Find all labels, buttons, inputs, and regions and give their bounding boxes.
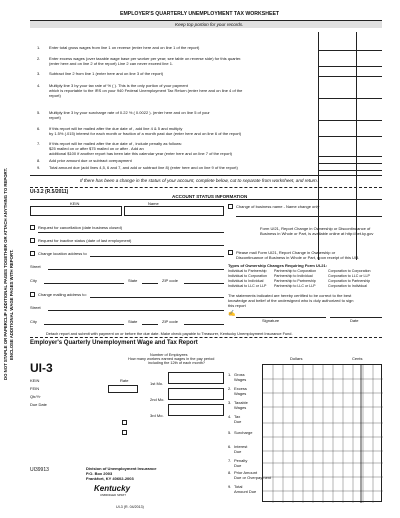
line-label: Surcharge [234, 430, 253, 435]
month-1-field[interactable] [168, 372, 224, 384]
item-text: Total amount due (add lines 4,5, 6 and 7, and add or subtract line 8) (enter here and on line 9 of the report) [49, 165, 238, 170]
ownership-cell: Individual to Corporation [228, 274, 267, 278]
ownership-cell: Individual to LLC or LLP [228, 284, 267, 288]
cancel-checkbox[interactable] [30, 225, 35, 230]
item-num: 2. [37, 56, 41, 61]
rate-field[interactable] [108, 385, 138, 393]
item-num: 9. [37, 165, 41, 170]
location-label: Change location address to [38, 251, 87, 256]
pen-icon: ✍ [228, 311, 236, 317]
due-date-label: Due Date [30, 402, 47, 407]
item-text: Enter total gross wages from line 1 on reverse (enter here and on line 1 of the report) [49, 45, 200, 50]
item-text: If this report will be mailed after the due date of , add line 4 & 5 and multiply [49, 126, 183, 131]
item-num: 6. [37, 126, 41, 131]
name-field[interactable] [124, 206, 224, 216]
location-field[interactable] [90, 256, 224, 257]
kein-label: KEIN [30, 378, 40, 383]
change-name-field[interactable] [236, 216, 382, 217]
item-text: by 1.5% (.015) interest for each month or fraction of a month past due (enter here and on line 6 of the report) [49, 131, 242, 136]
footer-id: UI-3 (R. 04/2013) [116, 505, 144, 509]
line-label: Wages [234, 377, 247, 382]
status-form-id: UI-3.2 (R.5/2011) [30, 189, 69, 195]
location-state-field[interactable] [142, 283, 158, 284]
line-label: Wages [234, 391, 247, 396]
item-4-amount[interactable] [318, 98, 382, 99]
side-instruction-line2: ENCLOSE ADDITIONAL WAGE PAGES WITH REPORT. [9, 249, 14, 360]
signature-field[interactable] [236, 317, 326, 318]
mailing-street-field[interactable] [48, 310, 224, 311]
line-label: Taxable [234, 400, 248, 405]
item-text: Subtract line 2 from line 1 (enter here and on line 3 of the report) [49, 71, 164, 76]
kein-label: KEIN [70, 201, 80, 206]
certify-text: The statements indicated are hereby certified to be correct to the best [228, 293, 352, 298]
item-6-amount[interactable] [318, 136, 382, 137]
barcode-number: UI39913 [30, 467, 49, 473]
item-text: $25 mailed on or after $75 mailed on or after . Add an [49, 146, 144, 151]
fein-label: FEIN [30, 386, 40, 391]
item-text: additional $100 if another report has been late this calendar year (enter here and on line 7 of the report) [49, 151, 233, 156]
mailing-state-label: State [128, 319, 138, 324]
employees-question2: including the 12th of each month? [148, 361, 205, 365]
ownership-cell: Individual to Partnership [228, 269, 267, 273]
item-1-amount[interactable] [318, 50, 382, 51]
month-2-label: 2nd Mo. [150, 397, 165, 402]
worksheet-title: EMPLOYER'S QUARTERLY UNEMPLOYMENT TAX WORKSHEET [120, 11, 280, 17]
item-text: Multiply line 3 by your surcharge rate of 0.22 % ( 0.0022 ). (enter here and on line 5 of your [49, 110, 210, 115]
ownership-header: Types of Ownership Changes Requiring Form UI-21: [228, 263, 328, 268]
item-8-amount[interactable] [318, 163, 382, 164]
status-header: ACCOUNT STATUS INFORMATION [172, 194, 248, 199]
please-mail-checkbox[interactable] [228, 250, 233, 255]
change-banner: If there has been a change in the status of your account, complete below, cut to separate from worksheet, and return. [80, 178, 318, 183]
line-num: 9. [228, 484, 232, 489]
ownership-cell: Corporation to Individual [328, 284, 367, 288]
zip-label: ZIP code [162, 278, 178, 283]
cut-line [30, 337, 382, 338]
state-label: State [128, 278, 138, 283]
dollars-label: Dollars [290, 356, 303, 361]
report-title: Employer's Quarterly Unemployment Wage and Tax Report [30, 340, 198, 346]
certify-text3: this report [228, 303, 246, 308]
inactive-checkbox[interactable] [30, 238, 35, 243]
item-num: 3. [37, 71, 41, 76]
line-label: Total [234, 484, 243, 489]
inactive-date-field[interactable] [38, 245, 224, 246]
city: Frankfort, KY 40602-2003 [86, 476, 134, 481]
line-num: 8. [228, 470, 232, 475]
mailing-zip-field[interactable] [184, 324, 224, 325]
line-num: 7. [228, 458, 232, 463]
location-zip-field[interactable] [184, 283, 224, 284]
change-name-checkbox[interactable] [228, 204, 233, 209]
item-num: 1. [37, 45, 41, 50]
line-label: Prior Amount [234, 470, 258, 475]
rate-label: Rate [120, 378, 129, 383]
item-text: (enter here and on line 2 of the report) Line 2 can never exceed line 1. [49, 61, 174, 66]
kentucky-logo: Kentucky [94, 484, 131, 493]
mailing-label: Change mailing address to: [38, 292, 87, 297]
change-name-label: Change of business name - Name change only [236, 204, 320, 209]
line-num: 2. [228, 386, 232, 391]
ownership-cell: Corporation to Corporation [328, 269, 371, 273]
mailing-state-field[interactable] [142, 324, 158, 325]
item-2-amount[interactable] [318, 66, 382, 67]
location-street-field[interactable] [48, 269, 224, 270]
location-city-field[interactable] [44, 283, 124, 284]
city-label: City [30, 278, 37, 283]
item-text: If this report will be mailed after the due date of , include penalty as follows: [49, 141, 182, 146]
ownership-cell: Partnership to Corporation [274, 269, 317, 273]
line-label: Tax [234, 414, 241, 419]
line-num: 3. [228, 400, 232, 405]
item-num: 4. [37, 83, 41, 88]
line-label: Due [234, 449, 242, 454]
date-label: Date [350, 318, 359, 323]
month-2-field[interactable] [168, 388, 224, 400]
item-text: report) [49, 93, 61, 98]
line-num: 1. [228, 372, 232, 377]
signature-label: Signature [262, 318, 280, 323]
month-3-field[interactable] [168, 404, 224, 416]
item-9-amount[interactable] [318, 170, 382, 171]
side-instruction-line1: DO NOT STAPLE OR PAPERCLIP ADDITIONAL PAGES TOGETHER OR ATTACH ANYTHING TO REPORT. [3, 168, 8, 380]
item-num: 5. [37, 110, 41, 115]
item-text: Enter excess wages (over taxable wage base per worker per year; see table on reverse side) for this quarter. [49, 56, 242, 61]
number-of-employees: Number of Employees [150, 353, 188, 357]
line-label: Due [234, 419, 242, 424]
line-label: Due [234, 463, 242, 468]
kein-field[interactable] [30, 206, 122, 216]
side-instructions [2, 168, 14, 380]
detach-text: Detach report and submit with payment on or before the due date. Make check payable to Treasurer, Kentucky Unemployment Insurance Fund. [46, 331, 293, 336]
agency: Division of Unemployment Insurance [86, 466, 157, 471]
status-header-line [30, 199, 382, 200]
inactive-label: Request for inactive status (date of last employment) [38, 238, 132, 243]
po-box: P.O. Box 2003 [86, 471, 113, 476]
cancel-date-field[interactable] [38, 232, 224, 233]
qtr-label: Qtr/Yr [30, 394, 41, 399]
mailing-street-label: Street [30, 305, 41, 310]
logo-subtitle: UNBRIDLED SPIRIT [100, 493, 126, 497]
item-7-amount[interactable] [318, 156, 382, 157]
line-num: 6. [228, 444, 232, 449]
ownership-cell: Individual to Individual [228, 279, 264, 283]
item-5-amount[interactable] [318, 120, 382, 121]
please-mail-text: Please mail Form UI21, Report Change in Ownership or [236, 250, 336, 255]
item-text: Multiply line 3 by your tax rate of % ( ). This is the only portion of your payment [49, 83, 188, 88]
line-num: 4. [228, 414, 232, 419]
divider [30, 175, 382, 176]
cancel-label: Request for cancellation (date business closed) [38, 225, 123, 230]
form-ui21-text: Form UI21, Report Change in Ownership or Discontinuance of [260, 226, 371, 231]
employees-question: How many workers earned wages in the pay period [128, 357, 215, 361]
location-checkbox[interactable] [30, 251, 35, 256]
form-ui21-text2: Business in Whole or Part, is available online at http://oet.ky.gov [260, 231, 374, 236]
line-label: Wages [234, 405, 247, 410]
line-label: Penalty [234, 458, 248, 463]
line-label: Interest [234, 444, 248, 449]
line-label: Excess [234, 386, 247, 391]
worksheet-subtitle: Keep top portion for your records. [175, 21, 244, 27]
certify-text2: knowledge and belief of the undersigned who is duly authorized to sign [228, 298, 354, 303]
ownership-cell: Partnership to Partnership [274, 279, 316, 283]
item-text: Add prior amount due or subtract overpayment [49, 158, 132, 163]
mailing-city-label: City [30, 319, 37, 324]
amount-grid[interactable] [262, 364, 382, 502]
item-3-amount[interactable] [318, 76, 382, 77]
ownership-cell: Partnership to Individual [274, 274, 313, 278]
street-label: Street [30, 264, 41, 269]
month-3-label: 3rd Mo. [150, 413, 164, 418]
cents-label: Cents [352, 356, 363, 361]
month-1-label: 1st Mo. [150, 381, 164, 386]
line-label: Gross [234, 372, 245, 377]
line-num: 5. [228, 430, 232, 435]
cut-line [30, 187, 382, 188]
ownership-cell: Corporation to LLC or LLP [328, 274, 370, 278]
name-label: Name [148, 201, 159, 206]
mailing-zip-label: ZIP code [162, 319, 178, 324]
item-text: report) [49, 115, 61, 120]
ownership-cell: Partnership to LLC or LLP [274, 284, 316, 288]
mailing-city-field[interactable] [44, 324, 124, 325]
item-num: 7. [37, 141, 41, 146]
mailing-checkbox[interactable] [30, 292, 35, 297]
line-label: Due or Overpayment [234, 475, 272, 480]
item-num: 8. [37, 158, 41, 163]
report-checkbox-1[interactable] [122, 420, 127, 425]
report-checkbox-2[interactable] [122, 430, 127, 435]
ownership-cell: Corporation to Partnership [328, 279, 371, 283]
line-label: Amount Due [234, 489, 257, 494]
item-text: which is reportable to the IRS on your 940 Federal Unemployment Tax Return (enter here and on line 4 of the [49, 88, 243, 93]
report-form-id: UI-3 [30, 361, 53, 375]
please-mail-text2: Discontinuance of Business in Whole or Part, upon receipt of this UI3. [236, 255, 360, 260]
mailing-field[interactable] [90, 297, 224, 298]
